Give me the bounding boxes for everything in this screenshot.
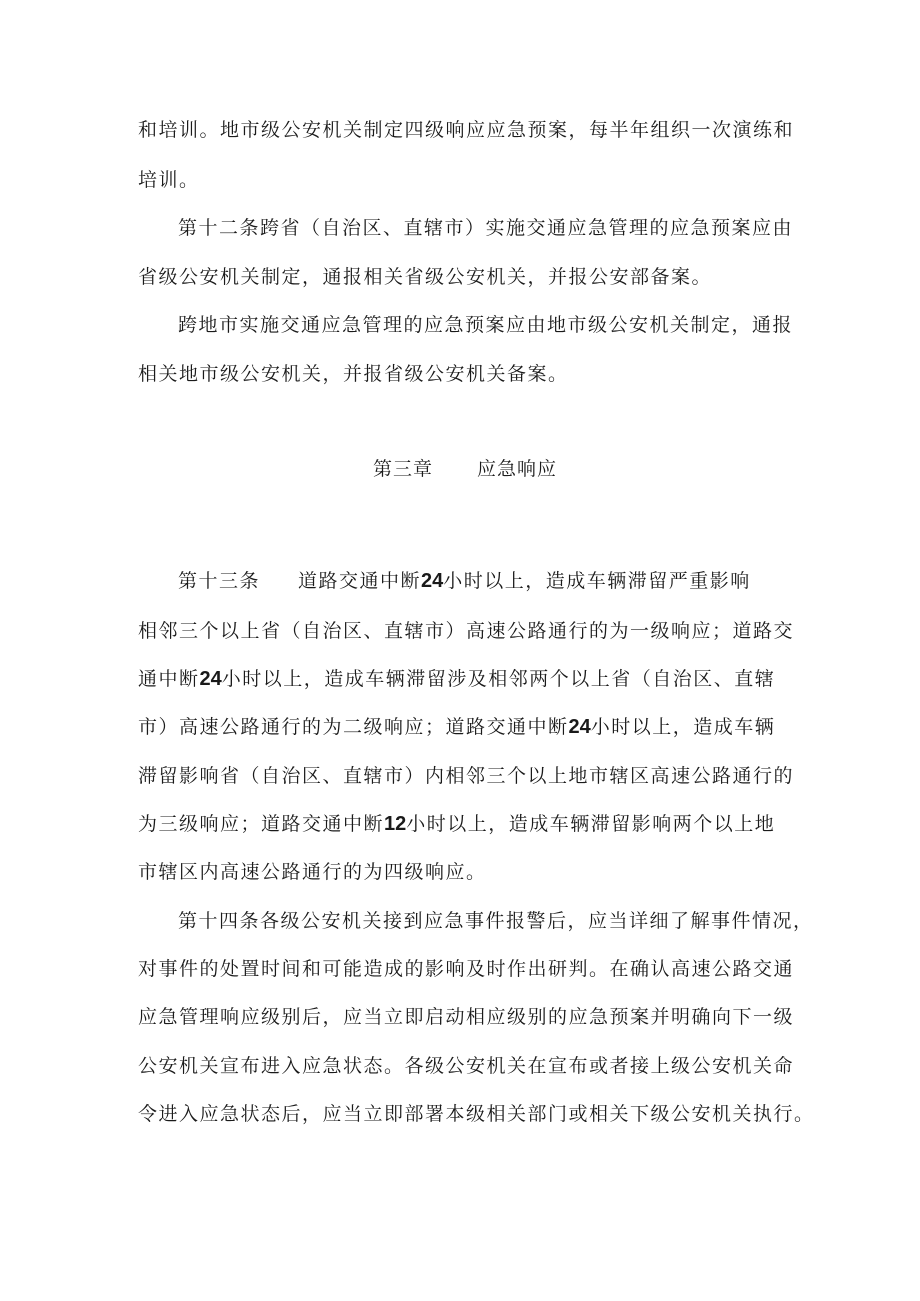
paragraph-1-line-1: 和培训。地市级公安机关制定四级响应应急预案，每半年组织一次演练和 [138, 119, 795, 141]
article-14-line-4: 公安机关宣布进入应急状态。各级公安机关在宣布或者接上级公安机关命 [138, 1055, 795, 1077]
hours-value: 12 [384, 813, 407, 835]
chapter-title: 应急响应 [477, 458, 558, 480]
hours-value: 24 [199, 668, 222, 690]
paragraph-3-line-2: 相关地市级公安机关，并报省级公安机关备案。 [138, 363, 569, 385]
article-14-line-2: 对事件的处置时间和可能造成的影响及时作出研判。在确认高速公路交通 [138, 958, 795, 980]
chapter-number: 第三章 [373, 458, 434, 480]
article-13-label: 第十三条 [178, 570, 261, 592]
article-13-text: 市）高速公路通行的为二级响应；道路交通中断 [138, 716, 569, 738]
article-13-text: 小时以上，造成车辆 [590, 716, 776, 738]
paragraph-2-line-2: 省级公安机关制定，通报相关省级公安机关，并报公安部备案。 [138, 266, 713, 288]
article-13-line-7: 市辖区内高速公路通行的为四级响应。 [138, 861, 487, 883]
hours-value: 24 [421, 570, 444, 592]
paragraph-1-line-2: 培训。 [138, 169, 200, 191]
article-13-text: 小时以上，造成车辆滞留涉及相邻两个以上省（自治区、直辖 [221, 668, 776, 690]
article-13-text: 通中断 [138, 668, 200, 690]
chapter-heading [373, 457, 557, 481]
article-13-line-6 [138, 812, 775, 836]
article-14-line-3: 应急管理响应级别后，应当立即启动相应级别的应急预案并明确向下一级 [138, 1006, 795, 1028]
article-13-line-1 [178, 569, 751, 593]
article-13-text: 为三级响应；道路交通中断 [138, 813, 385, 835]
hours-value: 24 [568, 716, 591, 738]
article-13-line-4 [138, 715, 775, 739]
article-13-text: 小时以上，造成车辆滞留严重影响 [443, 570, 751, 592]
paragraph-2-line-1: 第十二条跨省（自治区、直辖市）实施交通应急管理的应急预案应由 [178, 217, 794, 239]
article-14-line-5: 令进入应急状态后，应当立即部署本级相关部门或相关下级公安机关执行。 [138, 1103, 815, 1125]
article-13-line-3 [138, 667, 775, 691]
article-13-text: 道路交通中断 [298, 570, 422, 592]
paragraph-3-line-1: 跨地市实施交通应急管理的应急预案应由地市级公安机关制定，通报 [178, 314, 794, 336]
article-13-line-5: 滞留影响省（自治区、直辖市）内相邻三个以上地市辖区高速公路通行的 [138, 765, 795, 787]
article-14-line-1: 第十四条各级公安机关接到应急事件报警后，应当详细了解事件情况， [178, 910, 814, 932]
article-13-line-2: 相邻三个以上省（自治区、直辖市）高速公路通行的为一级响应；道路交 [138, 620, 795, 642]
article-13-text: 小时以上，造成车辆滞留影响两个以上地 [406, 813, 776, 835]
